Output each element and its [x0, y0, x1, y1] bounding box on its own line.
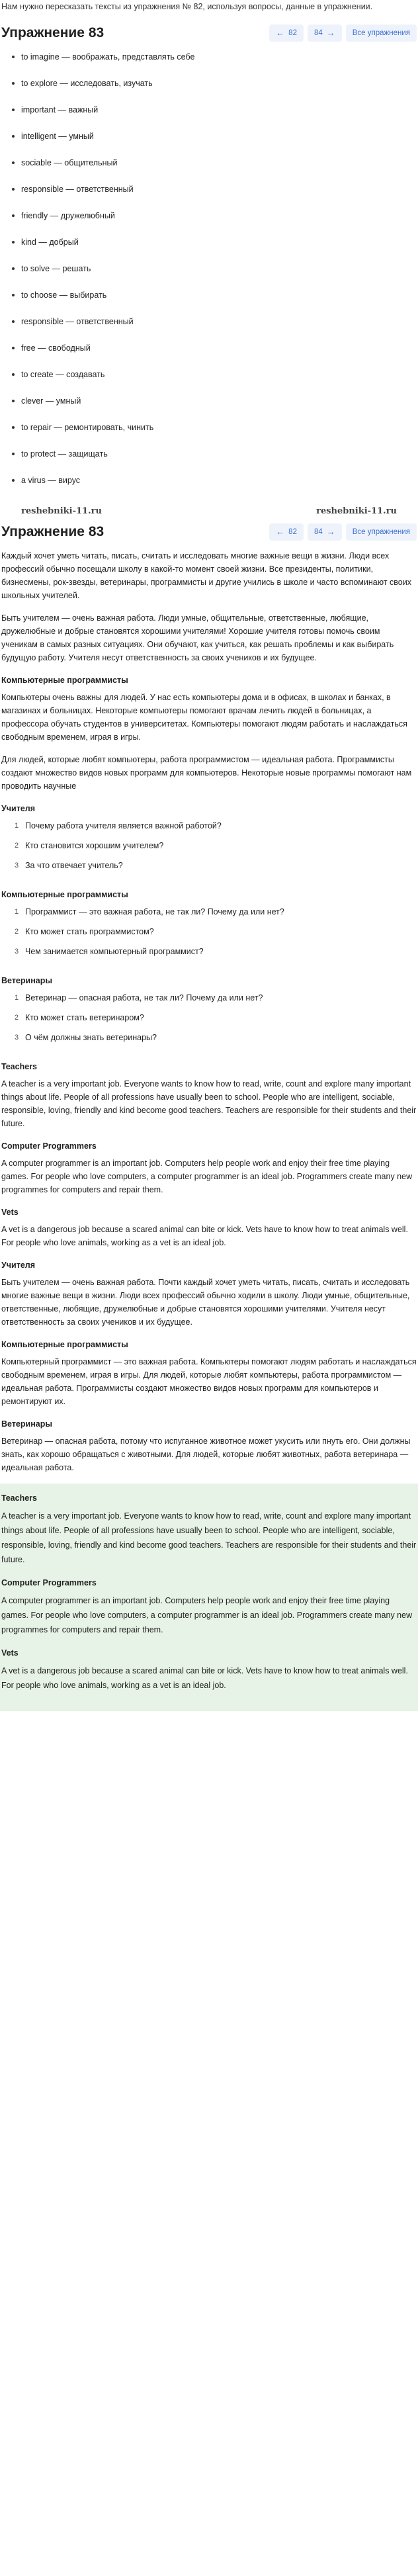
section-heading: Vets: [1, 1648, 19, 1658]
list-item: to explore — исследовать, изучать: [11, 77, 417, 103]
section-heading: Teachers: [1, 1062, 37, 1071]
all-exercises-button[interactable]: Все упражнения: [346, 523, 417, 541]
paragraph: A computer programmer is an important job. Computers help people work and enjoy their free time playing games. For people who love computers, a computer programmer is an ideal job. Programmers create many new programmes for computers and repair them.: [1, 1596, 413, 1634]
list-item: intelligent — умный: [11, 130, 417, 156]
paragraph: A vet is a dangerous job because a scared animal can bite or kick. Vets have to know how to treat animals well. For people who love animals, working as a vet is an ideal job.: [1, 1225, 408, 1247]
arrow-left-icon: ←: [276, 28, 285, 38]
watermark-row: [1, 507, 417, 516]
list-item: Ветеринар — опасная работа, не так ли? Почему да или нет?: [25, 993, 263, 1002]
prev-exercise-label: 82: [288, 29, 297, 37]
next-exercise-label: 84: [314, 528, 323, 536]
paragraph: Быть учителем — очень важная работа. Почти каждый хочет уметь читать, писать, считать и исследовать многие важные вещи в жизни. Люди всех профессий обычно ходили в школу. Люди умные, общительные, ответственные, любящие, дружелюбные и добрые становятся хорошими учителями. Учителя несут ответственность за своих учеников и их будущее.: [1, 1278, 410, 1327]
list-item: important — важный: [11, 103, 417, 130]
list-item: Кто становится хорошим учителем?: [25, 841, 164, 850]
arrow-left-icon: ←: [276, 527, 285, 537]
arrow-right-icon: →: [326, 527, 335, 537]
section-heading: Компьютерные программисты: [1, 1340, 128, 1349]
list-item: sociable — общительный: [11, 156, 417, 183]
list-item: to choose — выбирать: [11, 289, 417, 315]
exercise-title: Упражнение 83: [1, 524, 104, 539]
vocabulary-list: [1, 50, 417, 500]
answer-block: [0, 1484, 418, 1711]
section-heading: Computer Programmers: [1, 1578, 97, 1587]
arrow-right-icon: →: [326, 28, 335, 38]
section-heading: Computer Programmers: [1, 1141, 97, 1151]
exercise-nav: [269, 24, 417, 42]
list-item: to repair — ремонтировать, чинить: [11, 421, 417, 447]
prev-exercise-button[interactable]: [269, 24, 304, 42]
exercise-nav: [269, 523, 417, 541]
watermark: reshebniki-11.ru: [316, 506, 397, 516]
paragraph: A teacher is a very important job. Everyone wants to know how to read, write, count and explore many important things about life. People of all professions have usually been to school. People who are intelligent, sociable, responsible, loving, friendly and kind become good teachers. Teachers are responsible for their students and their future.: [1, 1079, 417, 1128]
all-exercises-button[interactable]: Все упражнения: [346, 24, 417, 42]
question-list: [1, 819, 417, 879]
list-item: Почему работа учителя является важной работой?: [25, 821, 222, 830]
section-heading: Учителя: [1, 1261, 36, 1270]
paragraph: A computer programmer is an important job. Computers help people work and enjoy their free time playing games. For people who love computers, a computer programmer is an ideal job. Programmers create many new programmes for computers and repair them.: [1, 1159, 413, 1194]
section-heading: Компьютерные программисты: [1, 676, 128, 685]
intro-text: Нам нужно пересказать тексты из упражнения № 82, используя вопросы, данные в упражнении.: [1, 2, 373, 11]
prev-exercise-label: 82: [288, 528, 297, 536]
list-item: За что отвечает учитель?: [25, 861, 123, 870]
list-item: friendly — дружелюбный: [11, 209, 417, 236]
paragraph: Компьютерный программист — это важная работа. Компьютеры помогают людям работать и наслаждаться свободным временем, играя в игры. Для людей, которые любят компьютеры, работа программистом — идеальная работа. Программисты создают множество видов новых программ для компьютеров и ремонтируют их.: [1, 1357, 417, 1406]
paragraph: A teacher is a very important job. Everyone wants to know how to read, write, count and explore many important things about life. People of all professions have usually been to school. People who are intelligent, sociable, responsible, loving, friendly and kind become good teachers. Teachers are responsible for their students and their future.: [1, 1511, 417, 1564]
section-heading: Vets: [1, 1208, 19, 1217]
list-item: responsible — ответственный: [11, 183, 417, 209]
list-item: Кто может стать ветеринаром?: [25, 1013, 144, 1022]
list-item: Программист — это важная работа, не так ли? Почему да или нет?: [25, 907, 284, 916]
exercise-header: [1, 20, 417, 46]
next-exercise-button[interactable]: [308, 24, 342, 42]
paragraph: Каждый хочет уметь читать, писать, считать и исследовать многие важные вещи в жизни. Люди всех профессий обычно посещали школу в какой-то момент своей жизни. Все президенты, политики, бизнесмены, рок-звезды, ветеринары, программисты и другие учились в школе и часто вспоминают своих школьных учителей.: [1, 551, 411, 600]
list-item: Кто может стать программистом?: [25, 927, 154, 936]
exercise-title: Упражнение 83: [1, 25, 104, 40]
list-item: free — свободный: [11, 341, 417, 368]
list-item: Чем занимается компьютерный программист?: [25, 947, 204, 956]
section-heading: Teachers: [1, 1493, 37, 1503]
paragraph: Быть учителем — очень важная работа. Люди умные, общительные, ответственные, любящие, дружелюбные и добрые становятся хорошими учителями! Хорошие учителя готовы помочь своим ученикам в самых разных ситуациях. Они обучают, как учиться, как решать проблемы и как выбирать будущую работу. Учителя несут ответственность за своих учеников и их будущее.: [1, 613, 394, 662]
list-item: clever — умный: [11, 394, 417, 421]
paragraph: Ветеринар — опасная работа, потому что испуганное животное может укусить или пнуть его. Они должны знать, как хорошо обращаться с животными. Для людей, которые любят животных, работа ветеринара — идеальная работа.: [1, 1437, 411, 1472]
next-exercise-button[interactable]: [308, 523, 342, 541]
section-heading: Учителя: [1, 804, 36, 813]
question-list: [1, 905, 417, 965]
paragraph: Для людей, которые любят компьютеры, работа программистом — идеальная работа. Программисты создают множество видов новых программ для компьютеров. Некоторые новые программы помогают нам проводить научные: [1, 755, 412, 791]
section-heading: Компьютерные программисты: [1, 890, 128, 899]
list-item: to solve — решать: [11, 262, 417, 289]
prev-exercise-button[interactable]: [269, 523, 304, 541]
section-heading: Ветеринары: [1, 976, 53, 985]
list-item: to protect — защищать: [11, 447, 417, 474]
question-list: [1, 991, 417, 1051]
paragraph: Компьютеры очень важны для людей. У нас есть компьютеры дома и в офисах, в школах и банках, в магазинах и больницах. Некоторые компьютеры помогают врачам лечить людей в больницах, а профессора обучать студентов в университетах. Компьютеры помогают людям работать и наслаждаться свободным временем, играя в игры.: [1, 693, 407, 742]
next-exercise-label: 84: [314, 29, 323, 37]
list-item: to create — создавать: [11, 368, 417, 394]
watermark: reshebniki-11.ru: [21, 506, 102, 516]
section-heading: Ветеринары: [1, 1419, 53, 1429]
list-item: responsible — ответственный: [11, 315, 417, 341]
paragraph: A vet is a dangerous job because a scared animal can bite or kick. Vets have to know how to treat animals well. For people who love animals, working as a vet is an ideal job.: [1, 1666, 408, 1690]
list-item: kind — добрый: [11, 236, 417, 262]
list-item: to imagine — воображать, представлять себе: [11, 50, 417, 77]
list-item: a virus — вирус: [11, 474, 417, 500]
list-item: О чём должны знать ветеринары?: [25, 1033, 157, 1042]
exercise-header: [1, 519, 417, 545]
